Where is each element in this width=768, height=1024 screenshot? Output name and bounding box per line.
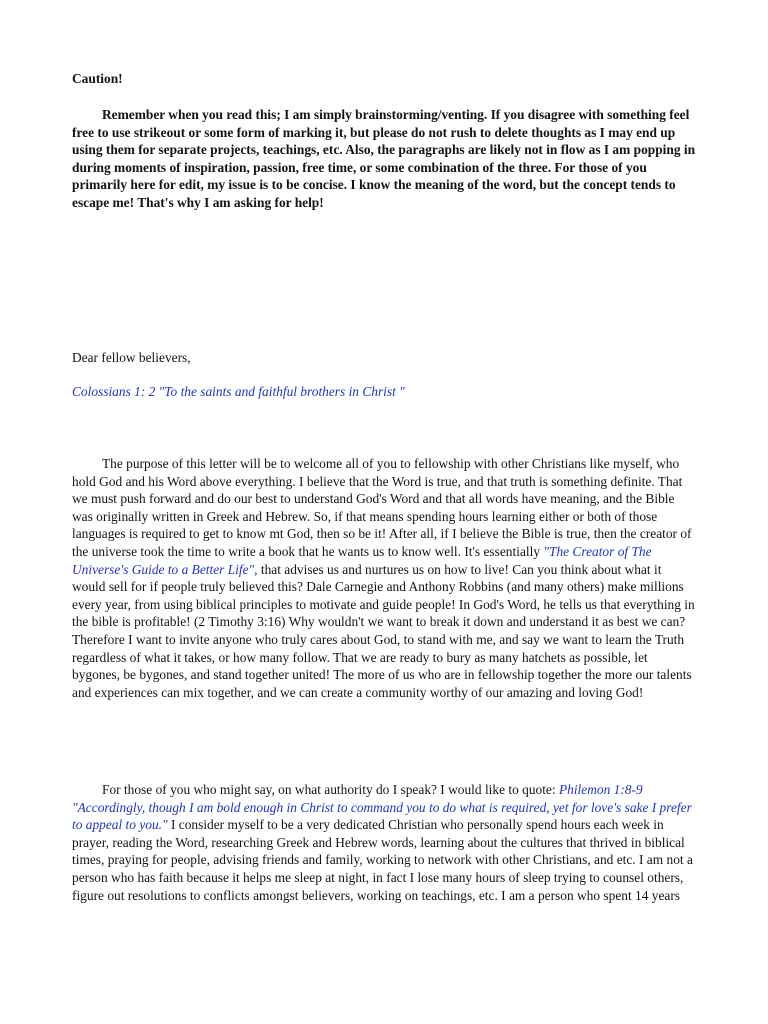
purpose-text-part2: that advises us and nurtures us on how to live! Can you think about what it would sell for if people truly believed this? Dale Carnegie and Anthony Robbins (and many others) make millions every year, from using biblical principles to motivate and guide people! In God's Word, he tells us that everything in the bible is profitable! (2 Timothy 3:16) Why wouldn't we want to break it down and understand it as best we can? Therefore I want to invite anyone who truly cares about God, to stand with me, and say we want to learn the Truth regardless of what it takes, or how many follow. That we are ready to bury as many hatchets as possible, let bygones, be bygones, and stand together united! The more of us who are in fellowship together the more our talents and experiences can mix together, and we can create a community worthy of our amazing and loving God! bbox=[72, 561, 695, 700]
authority-text-part2: I consider myself to be a very dedicated Christian who personally spend hours each week in prayer, reading the Word, researching Greek and Hebrew words, learning about the cultures that thrived in biblical times, praying for people, advising friends and family, working to network with other Christians, and etc. I am not a person who has faith because it helps me sleep at night, in fact I lose many hours of sleep trying to counsel others, figure out resolutions to conflicts amongst believers, working on teachings, etc. I am a person who spent 14 years bbox=[72, 817, 693, 903]
purpose-paragraph bbox=[72, 455, 698, 701]
brainstorm-paragraph: Remember when you read this; I am simply brainstorming/venting. If you disagree with something feel free to use strikeout or some form of marking it, but please do not rush to delete thoughts as I may end up using them for separate projects, teachings, etc. Also, the paragraphs are likely not in flow as I am popping in during moments of inspiration, passion, free time, or some combination of the three. For those of you primarily here for edit, my issue is to be concise. I know the meaning of the word, but the concept tends to escape me! That's why I am asking for help! bbox=[72, 107, 696, 210]
creator-guide-quote: "The Creator of The Universe's Guide to a Better Life", bbox=[72, 543, 652, 577]
colossians-verse: Colossians 1: 2 "To the saints and faithful brothers in Christ " bbox=[72, 384, 405, 399]
philemon-quote: Philemon 1:8-9 "Accordingly, though I am bold enough in Christ to command you to do what is required, yet for love's sake I prefer to appeal to you." bbox=[72, 782, 692, 833]
caution-heading: Caution! bbox=[72, 71, 123, 86]
authority-text-part1: For those of you who might say, on what authority do I speak? I would like to quote: bbox=[102, 782, 559, 797]
document-page bbox=[72, 0, 698, 1024]
salutation: Dear fellow believers, bbox=[72, 350, 191, 365]
authority-paragraph bbox=[72, 781, 698, 904]
purpose-text-part1: The purpose of this letter will be to welcome all of you to fellowship with other Christians like myself, who hold God and his Word above everything. I believe that the Word is true, and that truth is something definite. That we must push forward and do our best to understand God's Word and that all words have meaning, and the Bible was originally written in Greek and Hebrew. So, if that means spending hours learning either or both of those languages is required to get to know mt God, then so be it! After all, if I believe the Bible is true, then the creator of the universe took the time to write a book that he wants us to know well. It's essentially bbox=[72, 456, 692, 559]
